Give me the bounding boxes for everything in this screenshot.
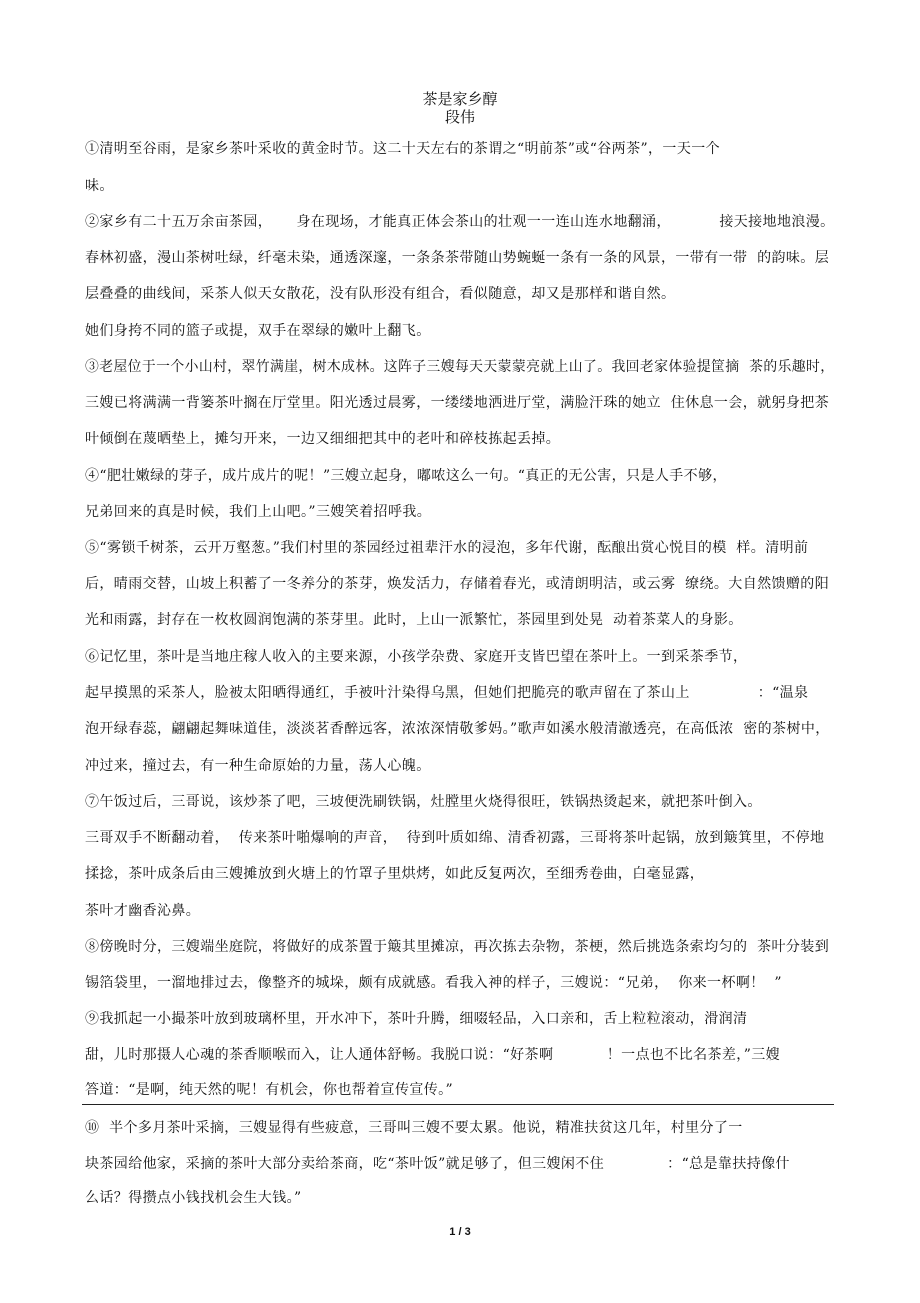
text-line: 味。	[85, 178, 114, 194]
text-line: 层叠叠的曲线间，采茶人似天女散花，没有队形没有组合，看似随意，却又是那样和谐自然。	[85, 286, 676, 302]
text-line: 么话？得攒点小钱找机会生大钱。”	[85, 1190, 302, 1206]
text-line: 泡开绿春蕊，翩翩起舞味道佳，淡淡茗香醉远客，浓浓深情敬爹妈。”歌声如溪水般清澈透亮，在高低浓 密的茶树中，	[85, 721, 830, 737]
text-line: ⑨我抓起一小撮茶叶放到玻璃杯里，开水冲下，茶叶升腾，细啜轻品，入口亲和，舌上粒粒滚动，滑润清	[85, 1011, 748, 1027]
text-line: 甜，儿时那摄人心魂的茶香顺喉而入，让人通体舒畅。我脱口说：“好茶啊 ！一点也不比名茶差，”三嫂	[85, 1047, 781, 1063]
text-line: 兄弟回来的真是时候，我们上山吧。”三嫂笑着招呼我。	[85, 504, 432, 520]
text-line: ③老屋位于一个小山村，翠竹满崖，树木成林。这阵子三嫂每天天蒙蒙亮就上山了。我回老家体验提筐摘 茶的乐趣时，	[85, 359, 835, 375]
text-line: ②家乡有二十五万余亩茶园， 身在现场，才能真正体会茶山的壮观一一连山连水地翻涌， 接天接地地浪漫。	[85, 214, 835, 230]
article-title: 茶是家乡醇	[422, 90, 498, 108]
text-line: 春林初盛，漫山茶树吐绿，纤毫未染，通透深邃，一条条茶带随山势蜿蜒一条有一条的风景，一带有一带 的韵味。层	[85, 250, 830, 266]
text-line: ①清明至谷雨，是家乡茶叶采收的黄金时节。这二十天左右的茶谓之“明前茶”或“谷两茶”，一天一个	[85, 141, 721, 157]
text-line: 光和雨露，封存在一枚枚圆润饱满的茶芽里。此时，上山一派繁忙，茶园里到处晃 动着茶菜人的身影。	[85, 612, 743, 628]
text-line: ⑤“雾锁千树茶，云开万壑葱。”我们村里的茶园经过祖辈汗水的浸泡，多年代谢，酝酿出赏心悦目的模 样。清明前	[85, 540, 809, 556]
text-line: 起早摸黑的采茶人，脸被太阳晒得通红，手被叶汁染得乌黑，但她们把脆亮的歌声留在了茶山上 ：“温泉	[85, 685, 809, 701]
text-line: 三嫂已将满满一背篓茶叶搁在厅堂里。阳光透过晨雾，一缕缕地洒进厅堂，满脸汗珠的她立 住休息一会，就躬身把茶	[85, 395, 830, 411]
text-line: ⑩ 半个多月茶叶采摘，三嫂显得有些疲意，三哥叫三嫂不要太累。他说，精准扶贫这几年，村里分了一	[85, 1120, 743, 1136]
text-line: 块茶园给他家，采摘的茶叶大部分卖给茶商，吃“茶叶饭”就足够了，但三嫂闲不住 ：“总是靠扶持像什	[85, 1156, 790, 1172]
text-line: 茶叶才幽香沁鼻。	[85, 903, 201, 919]
horizontal-rule	[82, 1104, 834, 1105]
text-line: ⑧傍晚时分，三嫂端坐庭院，将做好的成茶置于簸其里摊凉，再次拣去杂物，茶梗，然后挑选条索均匀的 茶叶分装到	[85, 939, 830, 955]
text-line: ⑥记忆里，茶叶是当地庄稼人收入的主要来源，小孩学杂费、家庭开支皆巴望在茶叶上。一到采茶季节，	[85, 649, 748, 665]
article-author: 段伟	[444, 108, 475, 126]
text-line: 她们身挎不同的篮子或提，双手在翠绿的嫩叶上翻飞。	[85, 323, 431, 339]
text-line: 后，晴雨交替，山坡上积蓄了一冬养分的茶芽，焕发活力，存储着春光，或清朗明洁，或云雾 缭绕。大自然馈赠的阳	[85, 576, 830, 592]
text-line: ⑦午饭过后，三哥说，该炒茶了吧，三坡便洗刷铁锅，灶膛里火烧得很旺，铁锅热烫起来，就把茶叶倒入。	[85, 794, 762, 810]
text-line: 答道：“是啊，纯天然的呢！有机会，你也帮着宣传宣传。”	[85, 1082, 454, 1098]
text-line: 揉捻，茶叶成条后由三嫂摊放到火塘上的竹罩子里烘烤，如此反复两次，至细秀卷曲，白毫显露，	[85, 866, 705, 882]
text-line: ④“肥壮嫩绿的芽子，成片成片的呢！”三嫂立起身，嘟哝这么一句。“真正的无公害，只是人手不够，	[85, 468, 727, 484]
text-line: 锡箔袋里，一溜地排过去，像整齐的城垛，颇有成就感。看我入神的样子，三嫂说：“兄弟， 你来一杯啊！ ”	[85, 975, 782, 991]
page-number: 1 / 3	[449, 1226, 471, 1238]
text-line: 三哥双手不断翻动着， 传来茶叶啪爆响的声音， 待到叶质如绵、清香初露，三哥将茶叶起锅，放到簸箕里，不停地	[85, 830, 825, 846]
text-line: 叶倾倒在蔑晒垫上，摊匀开来，一边又细细把其中的老叶和碎枝拣起丢掉。	[85, 431, 561, 447]
text-line: 冲过来，撞过去，有一种生命原始的力量，荡人心魄。	[85, 758, 431, 774]
